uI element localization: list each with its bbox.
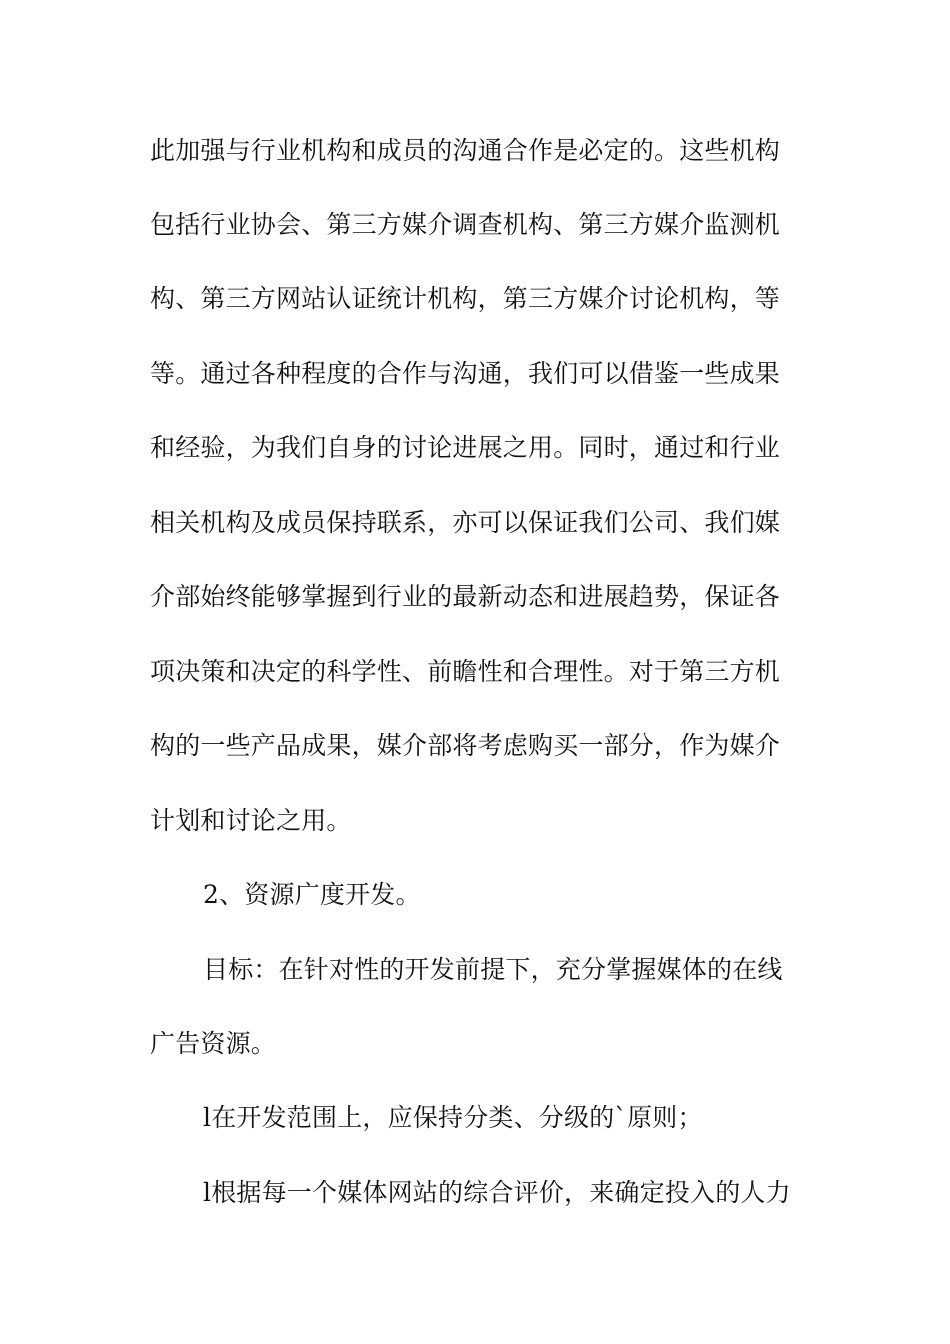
paragraph-line: 此加强与行业机构和成员的沟通合作是必定的。这些机构	[150, 136, 781, 165]
paragraph-line: 等。通过各种程度的合作与沟通，我们可以借鉴一些成果	[150, 359, 781, 388]
paragraph-line: 包括行业协会、第三方媒介调查机构、第三方媒介监测机	[150, 210, 781, 239]
paragraph-line: 相关机构及成员保持联系，亦可以保证我们公司、我们媒	[150, 508, 781, 537]
paragraph-line: 广告资源。	[150, 1029, 277, 1058]
paragraph-line: 构、第三方网站认证统计机构，第三方媒介讨论机构，等	[150, 284, 781, 313]
paragraph-line: 目标：在针对性的开发前提下，充分掌握媒体的在线	[203, 955, 783, 984]
paragraph-line: 介部始终能够掌握到行业的最新动态和进展趋势，保证各	[150, 582, 781, 611]
paragraph-line: 项决策和决定的科学性、前瞻性和合理性。对于第三方机	[150, 657, 781, 686]
list-item: l根据每一个媒体网站的综合评价，来确定投入的人力	[203, 1178, 791, 1207]
list-item: l在开发范围上，应保持分类、分级的`原则；	[203, 1103, 703, 1132]
paragraph-line: 构的一些产品成果，媒介部将考虑购买一部分，作为媒介	[150, 731, 781, 760]
paragraph-line: 和经验，为我们自身的讨论进展之用。同时，通过和行业	[150, 433, 781, 462]
paragraph-line: 计划和讨论之用。	[150, 806, 352, 835]
section-heading: 2、资源广度开发。	[203, 880, 421, 909]
